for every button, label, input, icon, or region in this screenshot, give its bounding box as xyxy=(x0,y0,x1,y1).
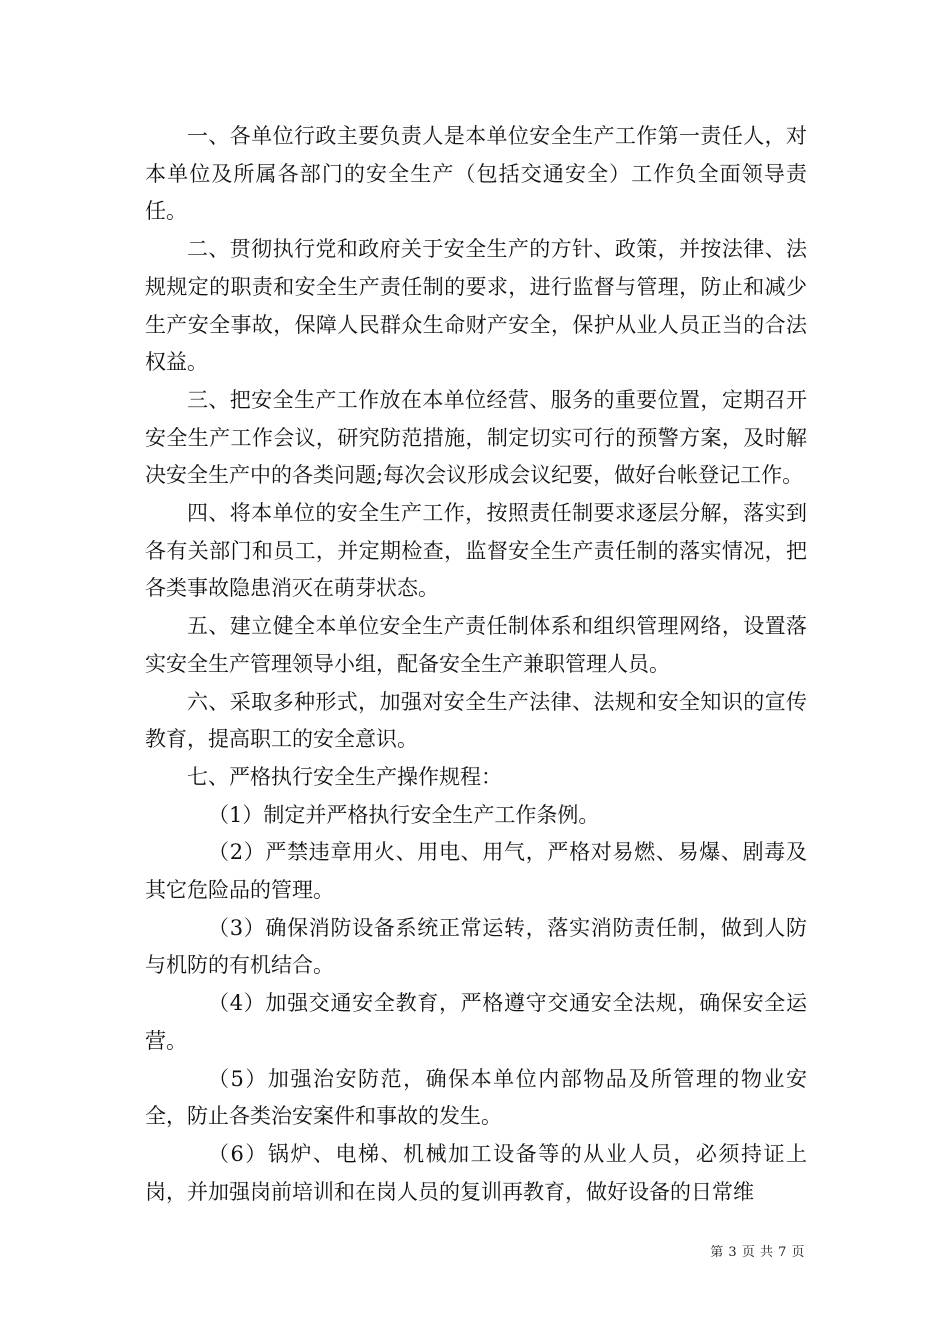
list-item-4: （4）加强交通安全教育，严格遵守交通安全法规，确保安全运营。 xyxy=(145,991,807,1053)
list-item-3: （3）确保消防设备系统正常运转，落实消防责任制，做到人防与机防的有机结合。 xyxy=(145,915,807,978)
paragraph-6: 六、采取多种形式，加强对安全生产法律、法规和安全知识的宣传教育，提高职工的安全意识。 xyxy=(145,689,807,752)
paragraph-3: 三、把安全生产工作放在本单位经营、服务的重要位置，定期召开安全生产工作会议，研究防范措施，制定切实可行的预警方案，及时解决安全生产中的各类问题;每次会议形成会议纪要，做好台帐登记工作。 xyxy=(145,387,807,488)
document-body xyxy=(145,118,807,1211)
list-item-2: （2）严禁违章用火、用电、用气，严格对易燃、易爆、剧毒及其它危险品的管理。 xyxy=(145,840,807,903)
paragraph-4: 四、将本单位的安全生产工作，按照责任制要求逐层分解，落实到各有关部门和员工，并定期检查，监督安全生产责任制的落实情况，把各类事故隐患消灭在萌芽状态。 xyxy=(145,501,807,601)
list-item-5: （5）加强治安防范，确保本单位内部物品及所管理的物业安全，防止各类治安案件和事故的发生。 xyxy=(145,1066,807,1129)
list-item-6: （6）锅炉、电梯、机械加工设备等的从业人员，必须持证上岗，并加强岗前培训和在岗人员的复训再教育，做好设备的日常维 xyxy=(145,1141,807,1204)
paragraph-2: 二、贯彻执行党和政府关于安全生产的方针、政策，并按法律、法规规定的职责和安全生产责任制的要求，进行监督与管理，防止和减少生产安全事故，保障人民群众生命财产安全，保护从业人员正当的合法权益。 xyxy=(145,237,807,375)
paragraph-7: 七、严格执行安全生产操作规程： xyxy=(187,764,502,789)
list-item-1: （1）制定并严格执行安全生产工作条例。 xyxy=(208,802,600,827)
page-number-footer: 第 3 页 共 7 页 xyxy=(710,1245,805,1260)
paragraph-5: 五、建立健全本单位安全生产责任制体系和组织管理网络，设置落实安全生产管理领导小组，配备安全生产兼职管理人员。 xyxy=(145,614,807,676)
paragraph-1: 一、各单位行政主要负责人是本单位安全生产工作第一责任人，对本单位及所属各部门的安全生产（包括交通安全）工作负全面领导责任。 xyxy=(145,124,807,224)
